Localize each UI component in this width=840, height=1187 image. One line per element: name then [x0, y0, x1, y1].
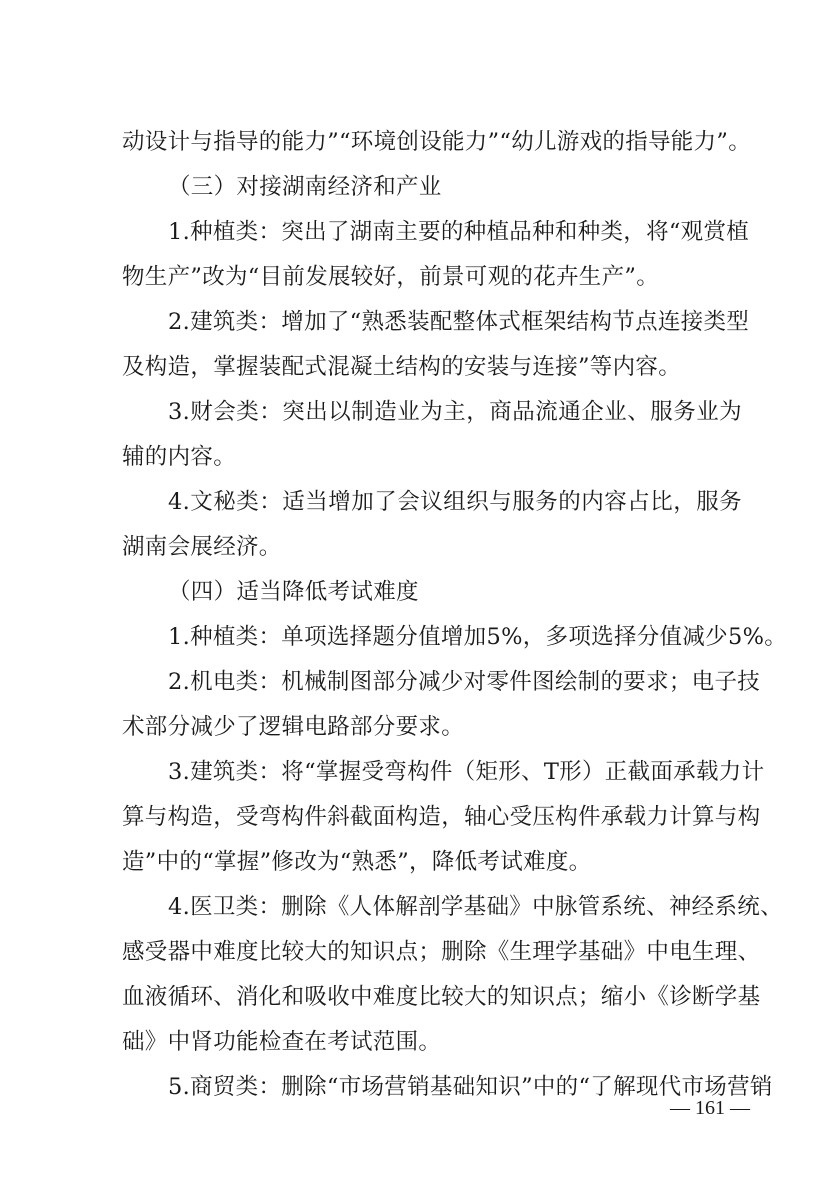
text-line: 础》中肾功能检查在考试范围。 [122, 1029, 442, 1055]
text-line: 及构造，掌握装配式混凝土结构的安装与连接”等内容。 [122, 354, 682, 380]
text-line: 辅的内容。 [122, 444, 237, 470]
text-line: 动设计与指导的能力”“环境创设能力”“幼儿游戏的指导能力”。 [122, 129, 752, 155]
text-line: 3.财会类：突出以制造业为主，商品流通企业、服务业为 [168, 399, 742, 425]
text-line: 1.种植类：单项选择题分值增加5%，多项选择分值减少5%。 [168, 624, 788, 650]
text-line: 术部分减少了逻辑电路部分要求。 [122, 714, 465, 740]
text-line: 2.建筑类：增加了“熟悉装配整体式框架结构节点连接类型 [168, 309, 750, 335]
text-line: 湖南会展经济。 [122, 534, 282, 560]
text-line: 算与构造，受弯构件斜截面构造，轴心受压构件承载力计算与构 [122, 804, 761, 830]
text-line: 1.种植类：突出了湖南主要的种植品种和种类，将“观赏植 [168, 219, 750, 245]
text-line: 2.机电类：机械制图部分减少对零件图绘制的要求；电子技 [168, 669, 761, 695]
text-line: 5.商贸类：删除“市场营销基础知识”中的“了解现代市场营销 [168, 1074, 773, 1100]
section-heading: （三）对接湖南经济和产业 [168, 174, 442, 200]
text-line: 感受器中难度比较大的知识点；删除《生理学基础》中电生理、 [122, 939, 761, 965]
page-number: — 161 — [670, 1097, 750, 1119]
text-line: 3.建筑类：将“掌握受弯构件（矩形、T形）正截面承载力计 [168, 759, 765, 785]
section-heading: （四）适当降低考试难度 [168, 579, 419, 605]
text-line: 物生产”改为“目前发展较好，前景可观的花卉生产”。 [122, 264, 660, 290]
text-line: 血液循环、消化和吸收中难度比较大的知识点；缩小《诊断学基 [122, 984, 761, 1010]
text-line: 4.文秘类：适当增加了会议组织与服务的内容占比，服务 [168, 489, 742, 515]
text-line: 造”中的“掌握”修改为“熟悉”，降低考试难度。 [122, 849, 592, 875]
text-line: 4.医卫类：删除《人体解剖学基础》中脉管系统、神经系统、 [168, 894, 783, 920]
